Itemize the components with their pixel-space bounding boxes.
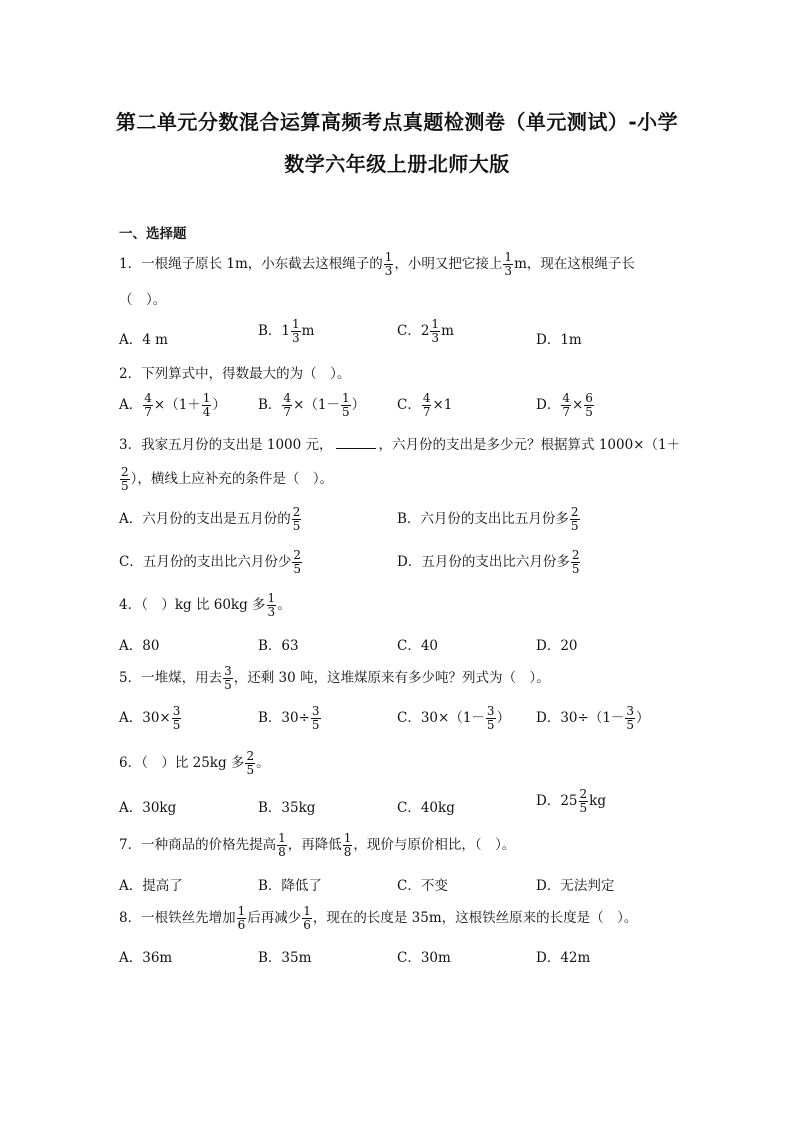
fraction: $\frac{1}{3}$	[384, 250, 393, 278]
title-line-1: 第二单元分数混合运算高频考点真题检测卷（单元测试）-小学	[115, 110, 679, 134]
q7-option-d[interactable]: D．无法判定	[536, 878, 615, 894]
q6-option-a[interactable]: A．30kg	[119, 800, 177, 816]
question-3: 3．我家五月份的支出是 1000 元， ，六月份的支出是多少元？根据算式 1000×（1＋	[119, 433, 734, 457]
q5-option-c[interactable]: C．30×（1－ $\frac{3}{5}$ ）	[397, 704, 511, 732]
q1-option-c[interactable]: C．2 $\frac{1}{3}$ m	[397, 317, 454, 345]
question-3-cont: $\frac{2}{5}$ ），横线上应补充的条件是（ ）。	[121, 465, 334, 493]
q1-option-b[interactable]: B．1 $\frac{1}{3}$ m	[258, 317, 315, 345]
q3-option-b[interactable]: B．六月份的支出比五月份多 $\frac{2}{5}$	[397, 505, 579, 533]
question-1: 1．一根绳子原长 1m，小东截去这根绳子的 $\frac{1}{3}$ ，小明又把它接上 $\frac{1}{3}$ m，现在这根绳子长	[119, 250, 635, 278]
question-8: 8．一根铁丝先增加 $\frac{1}{6}$ 后再减少 $\frac{1}{6}$ ，现在的长度是 35m，这根铁丝原来的长度是（ ）。	[119, 904, 638, 932]
question-7: 7．一种商品的价格先提高 $\frac{1}{8}$ ，再降低 $\frac{1}{8}$ ，现价与原价相比，（ ）。	[119, 831, 516, 859]
q4-option-b[interactable]: B．63	[258, 638, 299, 654]
q8-option-d[interactable]: D．42m	[536, 950, 591, 966]
q6-option-b[interactable]: B．35kg	[258, 800, 316, 816]
q5-option-a[interactable]: A．30× $\frac{3}{5}$	[119, 704, 181, 732]
q3-option-a[interactable]: A．六月份的支出是五月份的 $\frac{2}{5}$	[119, 505, 301, 533]
q2-option-b[interactable]: B． $\frac{4}{7}$ ×（1－ $\frac{1}{5}$ ）	[258, 391, 366, 419]
q7-option-c[interactable]: C．不变	[397, 878, 448, 894]
q3-option-d[interactable]: D．五月份的支出比六月份多 $\frac{2}{5}$	[397, 548, 580, 576]
section-heading: 一、选择题	[119, 226, 187, 242]
q8-option-a[interactable]: A．36m	[119, 950, 173, 966]
q4-option-c[interactable]: C．40	[397, 638, 439, 654]
title-line-2: 数学六年级上册北师大版	[284, 152, 510, 176]
q1-option-d[interactable]: D．1m	[536, 332, 582, 348]
q7-option-a[interactable]: A．提高了	[119, 878, 183, 894]
question-5: 5．一堆煤，用去 $\frac{3}{5}$ ，还剩 30 吨，这堆煤原来有多少吨？列式为（ ）。	[119, 664, 550, 692]
q4-option-a[interactable]: A．80	[119, 638, 160, 654]
q2-option-a[interactable]: A． $\frac{4}{7}$ ×（1＋ $\frac{1}{4}$ ）	[119, 391, 226, 419]
question-6: 6．（ ）比 25kg 多 $\frac{2}{5}$ 。	[119, 749, 270, 777]
q6-option-c[interactable]: C．40kg	[397, 800, 455, 816]
q6-option-d[interactable]: D．25 $\frac{2}{5}$ kg	[536, 787, 606, 815]
question-2: 2．下列算式中，得数最大的为（ ）。	[119, 366, 351, 382]
q8-option-b[interactable]: B．35m	[258, 950, 312, 966]
q4-option-d[interactable]: D．20	[536, 638, 578, 654]
q3-option-c[interactable]: C．五月份的支出比六月份少 $\frac{2}{5}$	[119, 548, 301, 576]
q5-option-d[interactable]: D．30÷（1－ $\frac{3}{5}$ ）	[536, 704, 650, 732]
q1-option-a[interactable]: A．4 m	[119, 332, 168, 348]
question-1-cont: （ ）。	[119, 292, 167, 308]
q2-option-d[interactable]: D． $\frac{4}{7}$ × $\frac{6}{5}$	[536, 391, 593, 419]
question-4: 4．（ ）kg 比 60kg 多 $\frac{1}{3}$ 。	[119, 591, 291, 619]
q5-option-b[interactable]: B．30÷ $\frac{3}{5}$	[258, 704, 320, 732]
answer-blank[interactable]	[336, 434, 376, 449]
q8-option-c[interactable]: C．30m	[397, 950, 451, 966]
q7-option-b[interactable]: B．降低了	[258, 878, 322, 894]
fraction: $\frac{1}{3}$	[504, 250, 513, 278]
q2-option-c[interactable]: C． $\frac{4}{7}$ ×1	[397, 391, 453, 419]
